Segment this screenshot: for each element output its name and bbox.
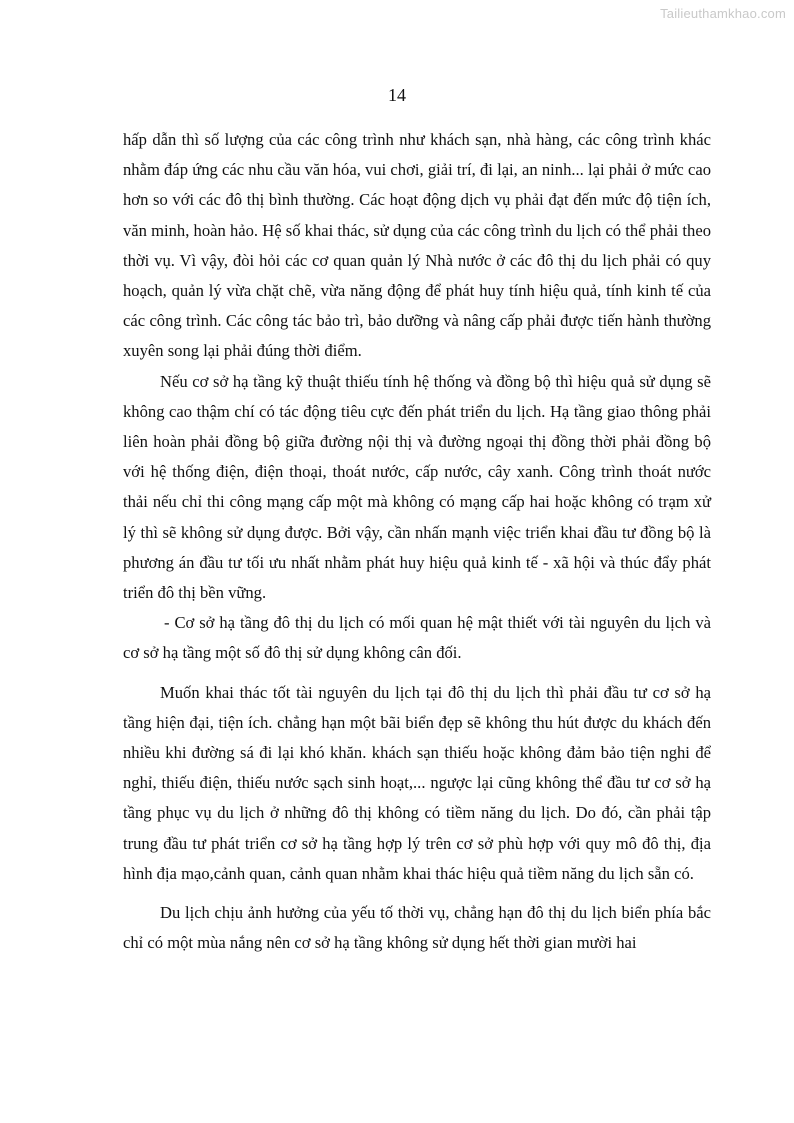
page-number: 14 bbox=[388, 85, 406, 105]
watermark: Tailieuthamkhao.com bbox=[660, 6, 786, 21]
paragraph-3: - Cơ sở hạ tầng đô thị du lịch có mối quan hệ mật thiết với tài nguyên du lịch và cơ sở hạ tầng một số đô thị sử dụng không cân đối. bbox=[123, 613, 711, 663]
paragraph-4: Muốn khai thác tốt tài nguyên du lịch tại đô thị du lịch thì phải đầu tư cơ sở hạ tầng hiện đại, tiện ích. chẳng hạn một bãi biển đẹp sẽ không thu hút được du khách đến nhiều khi đường sá đi lại khó khăn. khách sạn thiếu hoặc không đảm bảo tiện nghi để nghỉ, thiếu điện, thiếu nước sạch sinh hoạt,... ngược lại cũng không thể đầu tư cơ sở hạ tầng phục vụ du lịch ở những đô thị không có tiềm năng du lịch. Do đó, cần phải tập trung đầu tư phát triển cơ sở hạ tầng hợp lý trên cơ sở phù hợp với quy mô đô thị, địa hình địa mạo,cảnh quan, cảnh quan nhằm khai thác hiệu quả tiềm năng du lịch sẵn có. bbox=[123, 682, 711, 883]
paragraph-1: hấp dẫn thì số lượng của các công trình như khách sạn, nhà hàng, các công trình khác nhằm đáp ứng các nhu cầu văn hóa, vui chơi, giải trí, đi lại, an ninh... lại phải ở mức cao hơn so với các đô thị bình thường. Các hoạt động dịch vụ phải đạt đến mức độ tiện ích, văn minh, hoàn hảo. Hệ số khai thác, sử dụng của các công trình du lịch có thể phải theo thời vụ. Vì vậy, đòi hỏi các cơ quan quản lý Nhà nước ở các đô thị du lịch phải có quy hoạch, quản lý vừa chặt chẽ, vừa năng động để phát huy tính hiệu quả, tính kinh tế của các công trình. Các công tác bảo trì, bảo dưỡng và nâng cấp phải được tiến hành thường xuyên song lại phải đúng thời điểm. bbox=[123, 130, 711, 361]
document-body bbox=[123, 125, 711, 958]
paragraph-5: Du lịch chịu ảnh hưởng của yếu tố thời vụ, chẳng hạn đô thị du lịch biển phía bắc chỉ có một mùa nắng nên cơ sở hạ tầng không sử dụng hết thời gian mười hai bbox=[123, 903, 711, 953]
paragraph-2: Nếu cơ sở hạ tầng kỹ thuật thiếu tính hệ thống và đồng bộ thì hiệu quả sử dụng sẽ không cao thậm chí có tác động tiêu cực đến phát triển du lịch. Hạ tầng giao thông phải liên hoàn phải đồng bộ giữa đường nội thị và đường ngoại thị đồng thời phải đồng bộ với hệ thống điện, điện thoại, thoát nước, cấp nước, cây xanh. Công trình thoát nước thải nếu chỉ thi công mạng cấp một mà không có mạng cấp hai hoặc không có trạm xử lý thì sẽ không sử dụng được. Bởi vậy, cần nhấn mạnh việc triển khai đầu tư đồng bộ là phương án đầu tư tối ưu nhất nhằm phát huy hiệu quả kinh tế - xã hội và thúc đẩy phát triển đô thị bền vững. bbox=[123, 371, 711, 603]
